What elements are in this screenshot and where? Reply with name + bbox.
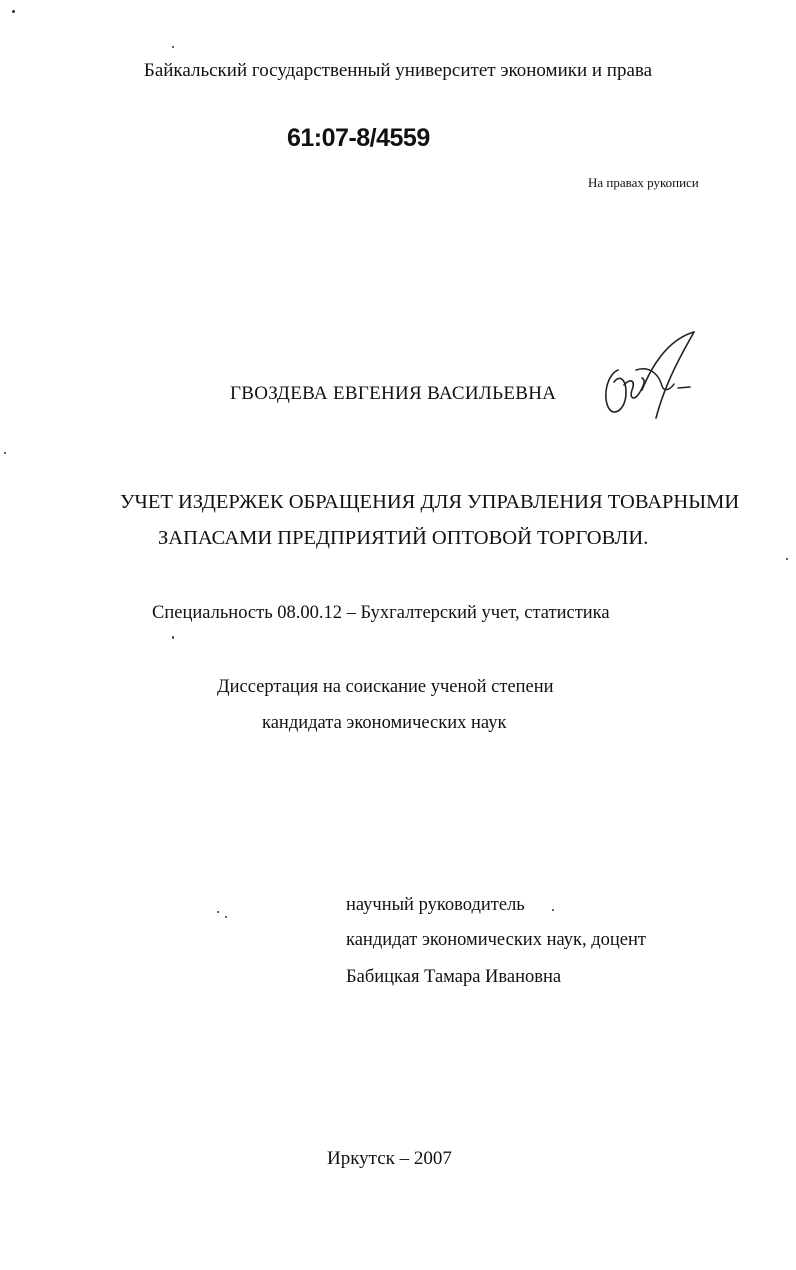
dissertation-degree-line-2: кандидата экономических наук: [262, 713, 507, 733]
thesis-title-line-1: УЧЕТ ИЗДЕРЖЕК ОБРАЩЕНИЯ ДЛЯ УПРАВЛЕНИЯ ТОВАРНЫМИ: [120, 491, 740, 513]
scan-speck: [786, 558, 788, 560]
thesis-title-line-2: ЗАПАСАМИ ПРЕДПРИЯТИЙ ОПТОВОЙ ТОРГОВЛИ.: [158, 527, 649, 549]
scan-speck: [552, 909, 554, 911]
supervisor-name: Бабицкая Тамара Ивановна: [346, 967, 562, 987]
manuscript-rights-note: На правах рукописи: [588, 175, 699, 190]
place-and-year: Иркутск – 2007: [327, 1148, 452, 1169]
scan-speck: [217, 911, 219, 913]
author-name: ГВОЗДЕВА ЕВГЕНИЯ ВАСИЛЬЕВНА: [230, 383, 557, 404]
catalog-code-stamp: 61:07-8/4559: [287, 124, 430, 152]
author-signature: [596, 330, 706, 430]
dissertation-degree-line-1: Диссертация на соискание ученой степени: [217, 677, 554, 697]
specialty-line: Специальность 08.00.12 – Бухгалтерский учет, статистика: [152, 603, 610, 623]
scan-speck: [12, 10, 15, 13]
supervisor-degree: кандидат экономических наук, доцент: [346, 930, 647, 950]
scan-speck: [172, 636, 174, 639]
scan-speck: [172, 46, 174, 48]
scan-speck: [4, 452, 6, 454]
university-name: Байкальский государственный университет экономики и права: [143, 60, 653, 81]
scan-speck: [225, 916, 227, 918]
supervisor-role: научный руководитель: [346, 895, 525, 915]
